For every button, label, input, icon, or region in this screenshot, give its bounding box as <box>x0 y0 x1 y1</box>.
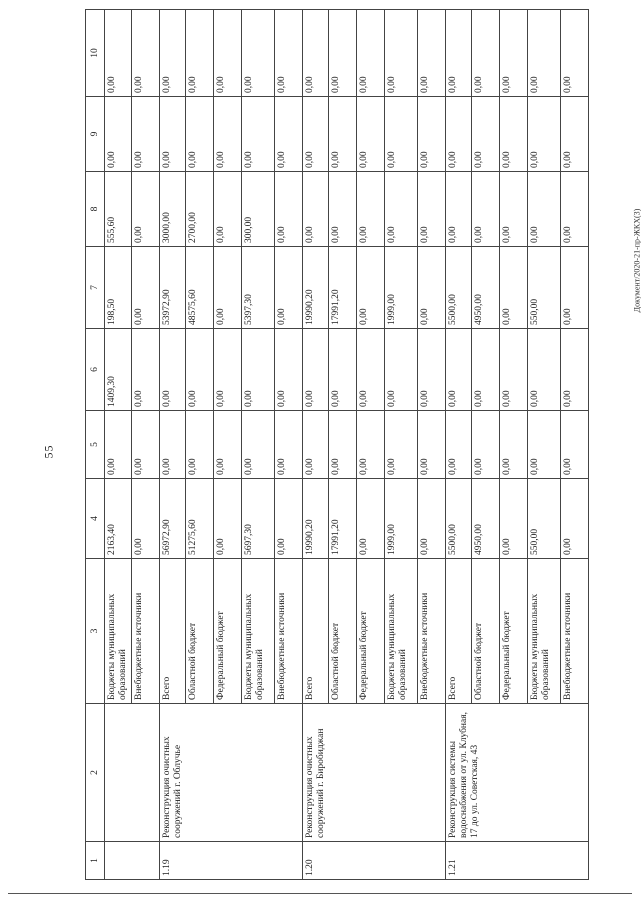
table-row <box>302 10 328 880</box>
amount-cell: 0,00 <box>159 97 185 172</box>
item-number-cell: 1.19 <box>159 842 302 880</box>
amount-cell: 0,00 <box>131 247 159 329</box>
amount-cell: 0,00 <box>356 329 384 411</box>
amount-cell: 4950,00 <box>471 247 499 329</box>
amount-cell: 0,00 <box>356 479 384 559</box>
table-row <box>105 10 132 880</box>
amount-cell: 0,00 <box>527 411 560 479</box>
table-row <box>159 10 185 880</box>
budget-table <box>85 9 589 880</box>
amount-cell: 0,00 <box>213 479 241 559</box>
funding-source-cell: Бюджеты муниципальных образований <box>105 559 132 704</box>
funding-source-cell: Внебюджетные источники <box>131 559 159 704</box>
project-name-cell <box>105 704 160 842</box>
amount-cell: 5500,00 <box>445 247 471 329</box>
amount-cell: 0,00 <box>328 172 356 247</box>
amount-cell: 0,00 <box>560 10 588 97</box>
amount-cell: 0,00 <box>131 329 159 411</box>
amount-cell: 0,00 <box>356 411 384 479</box>
funding-source-cell: Всего <box>159 559 185 704</box>
amount-cell: 198,50 <box>105 247 132 329</box>
amount-cell: 0,00 <box>241 97 274 172</box>
amount-cell: 0,00 <box>356 172 384 247</box>
amount-cell: 0,00 <box>384 97 417 172</box>
col-header: 7 <box>86 247 105 329</box>
funding-source-cell: Областной бюджет <box>471 559 499 704</box>
col-header: 3 <box>86 559 105 704</box>
amount-cell: 0,00 <box>302 172 328 247</box>
amount-cell: 0,00 <box>417 247 445 329</box>
amount-cell: 0,00 <box>471 329 499 411</box>
amount-cell: 0,00 <box>356 247 384 329</box>
amount-cell: 555,60 <box>105 172 132 247</box>
funding-source-cell: Бюджеты муниципальных образований <box>241 559 274 704</box>
amount-cell: 0,00 <box>560 329 588 411</box>
item-number-cell <box>105 842 160 880</box>
amount-cell: 48575,60 <box>185 247 213 329</box>
amount-cell: 0,00 <box>274 479 302 559</box>
project-name-cell: Реконструкция системы водоснабжения от ул. Клубная, 17 до ул. Советская, 43 <box>445 704 588 842</box>
funding-source-cell: Федеральный бюджет <box>356 559 384 704</box>
item-number-cell: 1.21 <box>445 842 588 880</box>
amount-cell: 1999,00 <box>384 479 417 559</box>
amount-cell: 0,00 <box>159 411 185 479</box>
amount-cell: 0,00 <box>445 329 471 411</box>
amount-cell: 0,00 <box>384 329 417 411</box>
amount-cell: 550,00 <box>527 479 560 559</box>
amount-cell: 0,00 <box>213 247 241 329</box>
amount-cell: 0,00 <box>417 411 445 479</box>
col-header: 9 <box>86 97 105 172</box>
amount-cell: 0,00 <box>213 172 241 247</box>
amount-cell: 0,00 <box>499 411 527 479</box>
amount-cell: 0,00 <box>131 411 159 479</box>
item-number-cell: 1.20 <box>302 842 445 880</box>
table-body <box>105 10 589 880</box>
amount-cell: 300,00 <box>241 172 274 247</box>
amount-cell: 0,00 <box>417 479 445 559</box>
col-header: 4 <box>86 479 105 559</box>
amount-cell: 0,00 <box>328 97 356 172</box>
amount-cell: 5500,00 <box>445 479 471 559</box>
amount-cell: 0,00 <box>328 10 356 97</box>
funding-source-cell: Внебюджетные источники <box>274 559 302 704</box>
bottom-rule <box>8 893 632 894</box>
amount-cell: 0,00 <box>213 10 241 97</box>
amount-cell: 0,00 <box>185 10 213 97</box>
amount-cell: 1999,00 <box>384 247 417 329</box>
amount-cell: 0,00 <box>328 411 356 479</box>
amount-cell: 0,00 <box>213 97 241 172</box>
amount-cell: 0,00 <box>560 172 588 247</box>
funding-source-cell: Внебюджетные источники <box>560 559 588 704</box>
funding-source-cell: Бюджеты муниципальных образований <box>384 559 417 704</box>
project-name-cell: Реконструкция очистных сооружений г. Облучье <box>159 704 302 842</box>
amount-cell: 53972,90 <box>159 247 185 329</box>
amount-cell: 0,00 <box>499 97 527 172</box>
amount-cell: 0,00 <box>274 411 302 479</box>
amount-cell: 0,00 <box>471 411 499 479</box>
amount-cell: 2163,40 <box>105 479 132 559</box>
funding-source-cell: Бюджеты муниципальных образований <box>527 559 560 704</box>
amount-cell: 1409,30 <box>105 329 132 411</box>
table-row <box>445 10 471 880</box>
amount-cell: 0,00 <box>445 411 471 479</box>
funding-source-cell: Федеральный бюджет <box>213 559 241 704</box>
col-header: 6 <box>86 329 105 411</box>
funding-source-cell: Внебюджетные источники <box>417 559 445 704</box>
amount-cell: 0,00 <box>417 10 445 97</box>
funding-source-cell: Всего <box>445 559 471 704</box>
amount-cell: 0,00 <box>499 247 527 329</box>
amount-cell: 0,00 <box>445 97 471 172</box>
amount-cell: 56972,90 <box>159 479 185 559</box>
amount-cell: 0,00 <box>384 411 417 479</box>
amount-cell: 0,00 <box>499 172 527 247</box>
amount-cell: 0,00 <box>105 10 132 97</box>
funding-source-cell: Областной бюджет <box>185 559 213 704</box>
footer-reference: Документ/2020-21-пр-ЖКХ(3) <box>632 208 641 313</box>
amount-cell: 0,00 <box>131 10 159 97</box>
amount-cell: 3000,00 <box>159 172 185 247</box>
amount-cell: 0,00 <box>527 172 560 247</box>
col-header: 2 <box>86 704 105 842</box>
amount-cell: 5697,30 <box>241 479 274 559</box>
amount-cell: 550,00 <box>527 247 560 329</box>
col-header: 5 <box>86 411 105 479</box>
amount-cell: 0,00 <box>159 329 185 411</box>
amount-cell: 0,00 <box>356 97 384 172</box>
amount-cell: 0,00 <box>445 172 471 247</box>
amount-cell: 0,00 <box>445 10 471 97</box>
amount-cell: 0,00 <box>241 10 274 97</box>
amount-cell: 19990,20 <box>302 247 328 329</box>
amount-cell: 0,00 <box>274 97 302 172</box>
funding-source-cell: Федеральный бюджет <box>499 559 527 704</box>
amount-cell: 0,00 <box>302 10 328 97</box>
amount-cell: 0,00 <box>131 172 159 247</box>
amount-cell: 0,00 <box>105 97 132 172</box>
amount-cell: 0,00 <box>384 172 417 247</box>
amount-cell: 0,00 <box>417 172 445 247</box>
amount-cell: 0,00 <box>213 329 241 411</box>
amount-cell: 0,00 <box>274 172 302 247</box>
amount-cell: 0,00 <box>131 97 159 172</box>
funding-source-cell: Всего <box>302 559 328 704</box>
col-header: 10 <box>86 10 105 97</box>
amount-cell: 0,00 <box>328 329 356 411</box>
amount-cell: 19990,20 <box>302 479 328 559</box>
budget-table-container <box>85 10 575 880</box>
amount-cell: 0,00 <box>499 10 527 97</box>
page-number: 55 <box>41 444 56 459</box>
amount-cell: 0,00 <box>185 411 213 479</box>
amount-cell: 0,00 <box>241 329 274 411</box>
amount-cell: 0,00 <box>417 97 445 172</box>
amount-cell: 0,00 <box>356 10 384 97</box>
col-header: 8 <box>86 172 105 247</box>
amount-cell: 0,00 <box>499 329 527 411</box>
amount-cell: 0,00 <box>241 411 274 479</box>
amount-cell: 0,00 <box>527 329 560 411</box>
amount-cell: 0,00 <box>471 172 499 247</box>
amount-cell: 0,00 <box>274 10 302 97</box>
amount-cell: 0,00 <box>274 329 302 411</box>
amount-cell: 0,00 <box>159 10 185 97</box>
amount-cell: 5397,30 <box>241 247 274 329</box>
amount-cell: 0,00 <box>105 411 132 479</box>
amount-cell: 0,00 <box>560 97 588 172</box>
amount-cell: 0,00 <box>384 10 417 97</box>
amount-cell: 0,00 <box>471 10 499 97</box>
amount-cell: 17991,20 <box>328 479 356 559</box>
amount-cell: 0,00 <box>302 329 328 411</box>
amount-cell: 0,00 <box>185 97 213 172</box>
amount-cell: 0,00 <box>302 411 328 479</box>
amount-cell: 0,00 <box>185 329 213 411</box>
amount-cell: 0,00 <box>471 97 499 172</box>
amount-cell: 0,00 <box>560 247 588 329</box>
col-header: 1 <box>86 842 105 880</box>
amount-cell: 4950,00 <box>471 479 499 559</box>
project-name-cell: Реконструкция очистных сооружений г. Биробиджан <box>302 704 445 842</box>
amount-cell: 2700,00 <box>185 172 213 247</box>
amount-cell: 0,00 <box>560 411 588 479</box>
amount-cell: 0,00 <box>274 247 302 329</box>
amount-cell: 0,00 <box>560 479 588 559</box>
amount-cell: 0,00 <box>527 10 560 97</box>
amount-cell: 0,00 <box>499 479 527 559</box>
header-row <box>86 10 105 880</box>
amount-cell: 17991,20 <box>328 247 356 329</box>
amount-cell: 0,00 <box>302 97 328 172</box>
amount-cell: 0,00 <box>131 479 159 559</box>
amount-cell: 0,00 <box>417 329 445 411</box>
amount-cell: 0,00 <box>527 97 560 172</box>
funding-source-cell: Областной бюджет <box>328 559 356 704</box>
amount-cell: 51275,60 <box>185 479 213 559</box>
amount-cell: 0,00 <box>213 411 241 479</box>
